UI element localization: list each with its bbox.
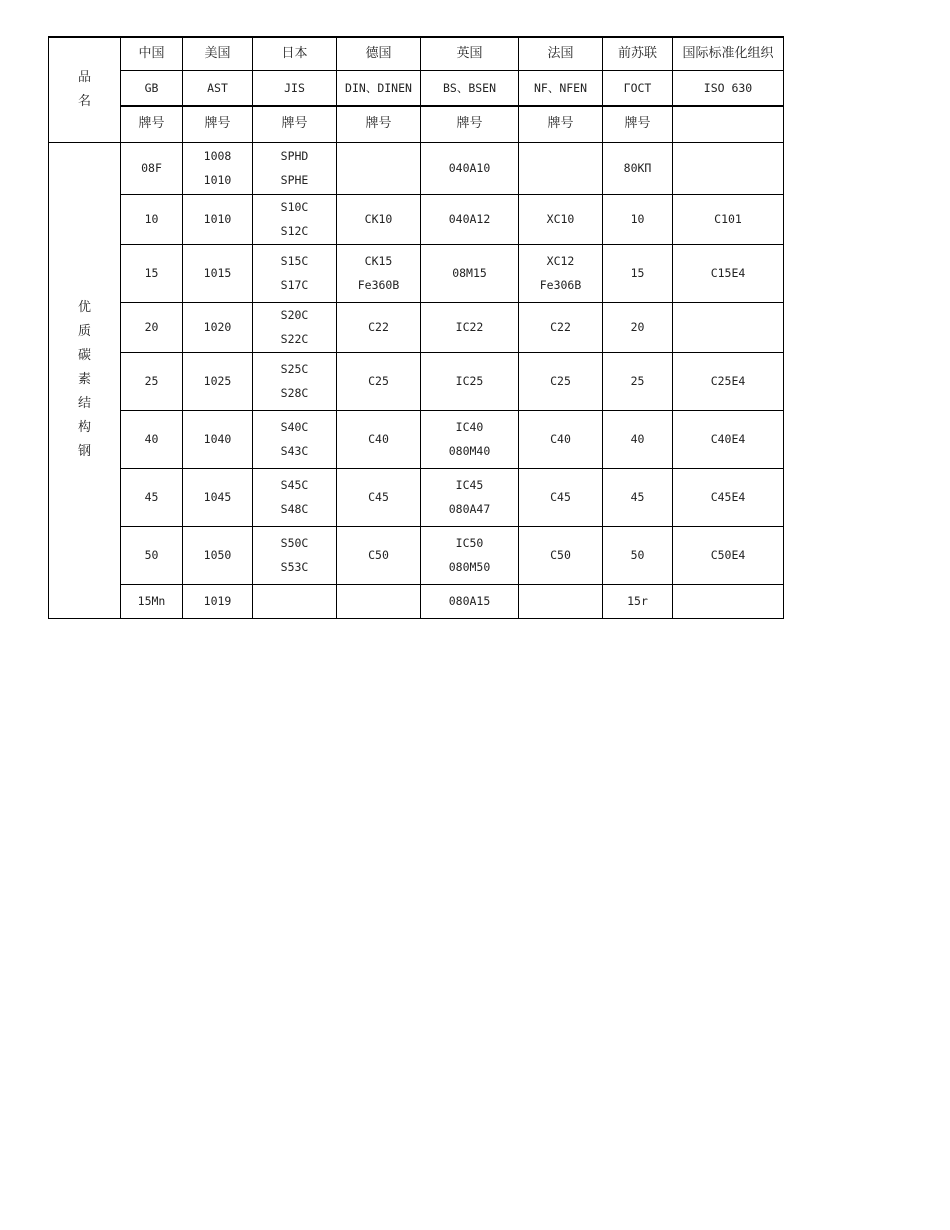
paihao-header-row	[49, 106, 784, 142]
grade-value: C22	[550, 320, 571, 334]
grade-value: C101	[714, 212, 742, 226]
standard-header: AST	[183, 70, 253, 106]
grade-cell	[421, 352, 519, 410]
standard-header: JIS	[253, 70, 337, 106]
grade-cell	[673, 352, 784, 410]
grade-cell	[519, 410, 603, 468]
grade-value: S53C	[280, 560, 309, 574]
grade-cell	[183, 244, 253, 302]
grade-value: S48C	[280, 502, 309, 516]
grade-value: 45	[630, 490, 645, 504]
grade-value: S20C	[280, 308, 309, 322]
steel-grade-comparison-table	[48, 36, 784, 619]
grade-cell	[421, 302, 519, 352]
grade-cell	[183, 302, 253, 352]
grade-value: 08M15	[452, 266, 487, 280]
grade-value: S40C	[280, 420, 309, 434]
grade-cell	[673, 410, 784, 468]
grade-value: C45	[550, 490, 571, 504]
grade-value: S22C	[280, 332, 309, 346]
grade-value: XC10	[546, 212, 575, 226]
grade-value: C25	[550, 374, 571, 388]
grade-cell	[183, 526, 253, 584]
grade-value: 080M40	[448, 444, 491, 458]
grade-value: 080A47	[448, 502, 491, 516]
grade-value: 040A12	[448, 212, 491, 226]
grade-cell	[121, 302, 183, 352]
grade-cell	[421, 142, 519, 194]
paihao-header: 牌号	[603, 106, 673, 142]
grade-value: SPHD	[280, 149, 309, 163]
grade-value: 40	[630, 432, 645, 446]
grade-value: S45C	[280, 478, 309, 492]
standard-header: NF、NFEN	[519, 70, 603, 106]
grade-value: 080M50	[448, 560, 491, 574]
grade-cell	[337, 468, 421, 526]
category-char: 钢	[77, 444, 91, 459]
grade-value: 80KΠ	[623, 161, 652, 175]
grade-cell	[673, 302, 784, 352]
grade-cell	[183, 194, 253, 244]
grade-cell	[519, 584, 603, 618]
grade-value: Fe360B	[357, 278, 400, 292]
grade-value: S17C	[280, 278, 309, 292]
grade-value: IC45	[455, 478, 484, 492]
grade-value: 15	[630, 266, 645, 280]
grade-value: 10	[630, 212, 645, 226]
standard-header-row	[49, 70, 784, 106]
grade-cell	[337, 584, 421, 618]
grade-cell	[337, 302, 421, 352]
grade-cell	[183, 410, 253, 468]
grade-cell	[121, 244, 183, 302]
grade-value: S15C	[280, 254, 309, 268]
grade-value: 50	[630, 548, 645, 562]
grade-cell	[519, 194, 603, 244]
grade-value: IC50	[455, 536, 484, 550]
standard-header: BS、BSEN	[421, 70, 519, 106]
table-row	[49, 302, 784, 352]
standard-header: ISO 630	[673, 70, 784, 106]
category-char: 质	[77, 324, 91, 339]
grade-cell	[253, 244, 337, 302]
grade-value: S43C	[280, 444, 309, 458]
category-char: 优	[77, 300, 91, 315]
grade-value: 10	[144, 212, 159, 226]
category-cell	[49, 142, 121, 618]
table-row	[49, 352, 784, 410]
grade-value: 1050	[203, 548, 232, 562]
grade-value: 1019	[203, 594, 232, 608]
grade-cell	[121, 584, 183, 618]
grade-cell	[253, 410, 337, 468]
grade-value: 25	[630, 374, 645, 388]
grade-cell	[421, 584, 519, 618]
grade-cell	[519, 468, 603, 526]
grade-cell	[673, 468, 784, 526]
paihao-header: 牌号	[121, 106, 183, 142]
grade-value: 1015	[203, 266, 232, 280]
grade-cell	[253, 194, 337, 244]
grade-cell	[121, 410, 183, 468]
grade-value: 040A10	[448, 161, 491, 175]
grade-cell	[121, 142, 183, 194]
grade-cell	[183, 468, 253, 526]
grade-value: 45	[144, 490, 159, 504]
paihao-header: 牌号	[421, 106, 519, 142]
grade-cell	[603, 302, 673, 352]
grade-cell	[121, 468, 183, 526]
grade-cell	[337, 244, 421, 302]
grade-value: 08F	[141, 161, 162, 175]
table-row	[49, 142, 784, 194]
grade-cell	[603, 244, 673, 302]
table-row	[49, 584, 784, 618]
grade-cell	[253, 526, 337, 584]
grade-value: C45E4	[710, 490, 746, 504]
category-char: 结	[77, 396, 91, 411]
grade-cell	[253, 142, 337, 194]
country-header: 日本	[253, 37, 337, 70]
grade-value: CK15	[364, 254, 393, 268]
paihao-header: 牌号	[337, 106, 421, 142]
grade-value: C40	[550, 432, 571, 446]
grade-cell	[337, 526, 421, 584]
grade-value: 15	[144, 266, 159, 280]
grade-value: C25	[368, 374, 389, 388]
grade-value: C50E4	[710, 548, 746, 562]
grade-value: 080A15	[448, 594, 491, 608]
country-header: 德国	[337, 37, 421, 70]
country-header: 中国	[121, 37, 183, 70]
grade-value: IC40	[455, 420, 484, 434]
paihao-header: 牌号	[519, 106, 603, 142]
country-header: 前苏联	[603, 37, 673, 70]
grade-value: C22	[368, 320, 389, 334]
paihao-header: 牌号	[253, 106, 337, 142]
grade-value: 1010	[203, 173, 232, 187]
grade-cell	[603, 526, 673, 584]
grade-cell	[603, 142, 673, 194]
grade-cell	[673, 194, 784, 244]
grade-value: S28C	[280, 386, 309, 400]
grade-cell	[337, 410, 421, 468]
grade-cell	[519, 352, 603, 410]
grade-cell	[603, 352, 673, 410]
grade-value: S50C	[280, 536, 309, 550]
grade-cell	[421, 526, 519, 584]
grade-cell	[603, 410, 673, 468]
grade-value: 20	[144, 320, 159, 334]
pinming-char: 品	[77, 69, 91, 85]
grade-cell	[121, 352, 183, 410]
grade-value: C40	[368, 432, 389, 446]
pinming-char: 名	[77, 93, 91, 109]
paihao-header	[673, 106, 784, 142]
grade-value: S25C	[280, 362, 309, 376]
grade-cell	[421, 410, 519, 468]
table-row	[49, 244, 784, 302]
grade-cell	[337, 194, 421, 244]
grade-value: C15E4	[710, 266, 746, 280]
country-header: 美国	[183, 37, 253, 70]
grade-cell	[603, 468, 673, 526]
grade-cell	[673, 526, 784, 584]
grade-value: Fe306B	[539, 278, 582, 292]
grade-value: C40E4	[710, 432, 746, 446]
grade-cell	[673, 244, 784, 302]
category-char: 碳	[77, 348, 91, 363]
grade-value: S10C	[280, 200, 309, 214]
grade-cell	[519, 142, 603, 194]
grade-cell	[121, 526, 183, 584]
grade-cell	[337, 142, 421, 194]
grade-value: IC25	[455, 374, 484, 388]
grade-cell	[519, 244, 603, 302]
grade-cell	[519, 302, 603, 352]
standard-header: GB	[121, 70, 183, 106]
grade-cell	[183, 142, 253, 194]
grade-value: CK10	[364, 212, 393, 226]
country-header-row	[49, 37, 784, 70]
grade-value: 20	[630, 320, 645, 334]
paihao-header: 牌号	[183, 106, 253, 142]
grade-value: XC12	[546, 254, 575, 268]
grade-cell	[253, 468, 337, 526]
grade-cell	[421, 244, 519, 302]
grade-cell	[253, 302, 337, 352]
table-row	[49, 468, 784, 526]
grade-value: 1040	[203, 432, 232, 446]
grade-value: SPHE	[280, 173, 309, 187]
country-header: 国际标准化组织	[673, 37, 784, 70]
grade-value: 1008	[203, 149, 232, 163]
grade-value: 25	[144, 374, 159, 388]
grade-value: 1020	[203, 320, 232, 334]
grade-value: C50	[550, 548, 571, 562]
grade-value: 1010	[203, 212, 232, 226]
grade-cell	[673, 584, 784, 618]
grade-cell	[253, 584, 337, 618]
grade-value: C45	[368, 490, 389, 504]
grade-value: 50	[144, 548, 159, 562]
country-header: 法国	[519, 37, 603, 70]
grade-value: C50	[368, 548, 389, 562]
grade-cell	[183, 352, 253, 410]
grade-cell	[421, 468, 519, 526]
grade-cell	[421, 194, 519, 244]
grade-value: 1045	[203, 490, 232, 504]
grade-value: 15r	[627, 594, 648, 608]
table-row	[49, 194, 784, 244]
grade-value: 40	[144, 432, 159, 446]
standard-header: ΓOCT	[603, 70, 673, 106]
grade-value: S12C	[280, 224, 309, 238]
grade-cell	[673, 142, 784, 194]
grade-value: 15Mn	[137, 594, 166, 608]
pinming-header-cell	[49, 37, 121, 142]
grade-value: IC22	[455, 320, 484, 334]
grade-cell	[603, 194, 673, 244]
table-row	[49, 410, 784, 468]
grade-cell	[253, 352, 337, 410]
grade-cell	[121, 194, 183, 244]
category-char: 构	[77, 420, 91, 435]
country-header: 英国	[421, 37, 519, 70]
grade-cell	[183, 584, 253, 618]
grade-value: C25E4	[710, 374, 746, 388]
standard-header: DIN、DINEN	[337, 70, 421, 106]
grade-value: 1025	[203, 374, 232, 388]
table-row	[49, 526, 784, 584]
grade-cell	[519, 526, 603, 584]
grade-cell	[603, 584, 673, 618]
category-char: 素	[77, 372, 91, 387]
grade-cell	[337, 352, 421, 410]
